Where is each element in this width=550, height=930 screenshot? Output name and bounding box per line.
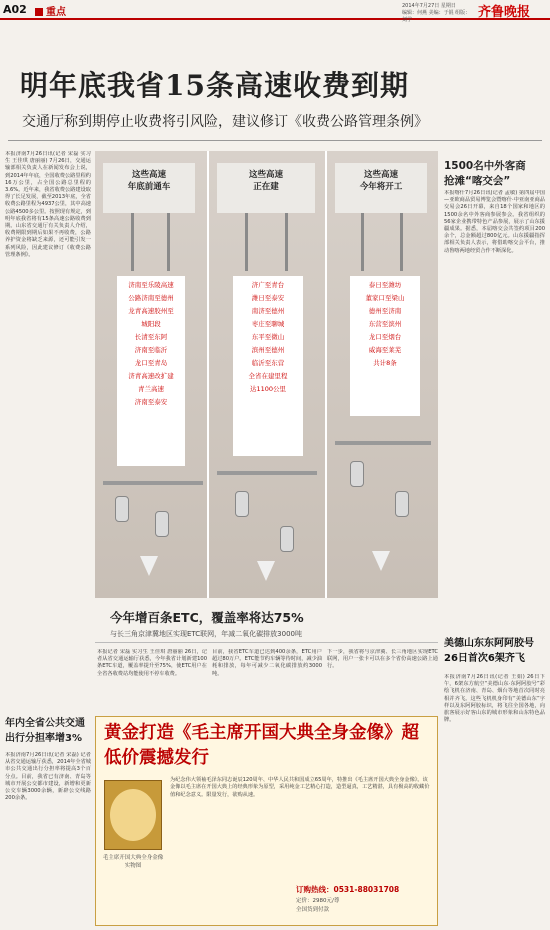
main-headline: 明年底我省15条高速收费到期 [20,69,409,102]
board-item: 泰日至潍坊 [368,281,402,289]
board-item: 东平至微山 [251,333,285,341]
board-item: 达1100公里 [249,385,287,393]
road-arrow-icon [257,561,275,581]
toll-gate [103,481,203,485]
car-icon [115,496,129,522]
panel-board-1 [117,276,185,466]
ad-delivery: 全国货到付款 [296,907,330,913]
board-item: 德州至济南 [368,307,402,315]
sign-pillar [245,213,248,271]
transit-article-body: 本报济南7月26日讯(记者 宋磊) 记者从省交通运输厅获悉，2014年全省城市公共交通出行分担率将提高3个百分点。目前，我省已有济南、青岛等城市开展公交都市建设，新增和更新公交车辆3000余辆，新辟公交线路200余条。 [5,752,91,802]
main-subhead: 交通厅称到期停止收费将引风险，建议修订《收费公路管理条例》 [22,114,428,130]
newspaper-logo: 齐鲁晚报 [478,5,531,20]
divider [8,140,542,141]
board-item: 长清至东阿 [134,333,168,341]
date-line [402,3,474,24]
etc-heading: 今年增百条ETC，覆盖率将达75% [110,610,304,625]
advertisement [95,716,438,926]
board-item: 临沂至东营 [251,359,285,367]
ad-body: 为纪念伟大领袖毛泽东同志诞辰120周年、中华人民共和国成立65周年，特推出《毛主席开国大典全身金像》。该金像以毛主席在开国大典上的经典形象为原型，采用纯金工艺精心打造，造型逼真，工艺精湛，具有极高的收藏价值和纪念意义。限量发行，欲购从速。 [170,777,430,798]
etc-subheading: 与长三角京津冀地区实现ETC联网，年减二氧化碳排放3000吨 [110,630,302,638]
toll-gate [217,471,317,475]
board-item: 南济至德州 [251,307,285,315]
panel-title-2: 这些高速 正在建 [217,163,315,213]
car-icon [155,511,169,537]
board-item: 滨州至德州 [251,346,285,354]
board-item: 威海至莱芜 [368,346,402,354]
highway-infographic [95,151,438,598]
sign-pillar [285,213,288,271]
car-icon [235,491,249,517]
toll-gate [335,441,431,445]
board-item: 龙口至青岛 [134,359,168,367]
panel-title-3: 这些高速 今年将开工 [335,163,427,213]
etc-column-2: 目前，我省ETC车道已达到400余条，ETC用户超过80万户。ETC能节约车辆等待时间，减少油耗和排放，每年可减少二氧化碳排放约3000吨。 [212,649,322,677]
panel-board-2 [233,276,303,456]
board-item: 青兰高速 [138,385,164,393]
board-item: 公路济南至德州 [128,294,174,302]
sign-pillar [131,213,134,271]
road-arrow-icon [372,551,390,571]
ad-phone: 订购热线：0531-88031708 [296,885,400,894]
board-item: 共计8条 [373,359,397,367]
editor-text: 编辑：何燕 美编：于锟 组版：刘学 [402,10,471,23]
airline-article-body: 本报济南7月26日讯(记者 王娟) 26日下午，6架东方航空“美德山东·东阿阿胶号”彩绘飞机在济南、青岛、烟台等地首次同时亮相并齐飞。这些飞机机身印有“美德山东”字样以及东阿阿胶标识，将飞往全国各地，向旅客展示好客山东的城市形象和山东特色品牌。 [444,674,545,724]
board-item: 全省在建里程 [248,372,288,380]
sign-pillar [167,213,170,271]
road-arrow-icon [140,556,158,576]
divider [95,642,438,643]
panel-board-3 [350,276,420,416]
board-item: 城阳段 [141,320,161,328]
lane-line [207,151,209,598]
panel-title-1: 这些高速 年底前通车 [103,163,195,213]
board-item: 东营至滨州 [368,320,402,328]
date-text: 2014年7月27日 星期日 [402,3,456,9]
lane-line [325,151,327,598]
main-article-body: 本报济南7月26日讯(记者 宋磊 实习生 王佳琪 唐丽丽) 7月26日，交通运输部相关负责人在新闻发布会上说，到2014年年底，全国收费公路里程约16万公里，占全国公路总里程的3.6%。近年来，我省收费公路建设取得了长足发展，截至2013年底，全省收费公路里程为4937公里，其中高速公路4500多公里。按照现有规定，到明年底我省将有15条高速公路收费到期。山东省交通厅有关负责人介绍，收费期限到期后如果不再收费，公路养护资金将缺乏来源，还可能引发一系列风险，因此建议修订《收费公路管理条例》。 [5,151,91,258]
board-item: 济南至泰安 [134,398,168,406]
sign-pillar [361,213,364,271]
side-article-body: 本报喀什7月26日讯(记者 孟敏) 第四届中国—亚欧商品贸易博览会暨喀什·中亚南亚商品交易会26日开幕，来自18个国家和地区的1500余名中外客商参展参会。我省组织的56家企业携带特色产品参展，展示了山东援疆成果。据悉，本届喀交会共签约项目200余个，总金额超过800亿元。山东援疆指挥部相关负责人表示，将借助喀交会平台，推动鲁喀两地经贸合作不断深化。 [444,190,545,254]
airline-article-title: 美德山东东阿阿胶号 26日首次6架齐飞 [444,638,534,664]
car-icon [280,526,294,552]
ad-title: 黄金打造《毛主席开国大典全身金像》超低价震撼发行 [104,723,419,768]
ad-price: 定价：2980元/尊 [296,898,340,904]
car-icon [350,461,364,487]
side-article-title: 1500名中外客商 抢滩“喀交会” [444,160,526,187]
board-item: 龙青高速胶州至 [128,307,174,315]
etc-column-3: 下一步，我省将与京津冀、长三角地区实现ETC联网，用户一张卡可以在多个省份高速公路上通行。 [327,649,438,670]
page-number: A02 [3,3,27,16]
transit-article-title: 年内全省公共交通 出行分担率增3% [5,718,85,744]
board-item: 济南至乐陵高速 [128,281,174,289]
sign-pillar [400,213,403,271]
ad-caption: 毛主席开国大典全身金像 实物图 [102,855,164,869]
board-item: 董家口至梁山 [365,294,405,302]
board-item: 龙口至烟台 [368,333,402,341]
board-item: 枣庄至聊城 [251,320,285,328]
board-item: 济广至青台 [251,281,285,289]
board-item: 济青高速改扩建 [128,372,174,380]
section-tag: 重点 [35,3,66,18]
board-item: 济南至临沂 [134,346,168,354]
board-item: 潍日至泰安 [251,294,285,302]
car-icon [395,491,409,517]
etc-column-1: 本报记者 宋磊 实习生 王佳琪 唐丽丽 26日，记者从省交通运输厅获悉，今年我省计划新建100条ETC车道，覆盖率提升至75%，使ETC用户在全省各收费站均能使用不停车收费。 [97,649,207,677]
statue-figure [110,789,156,841]
